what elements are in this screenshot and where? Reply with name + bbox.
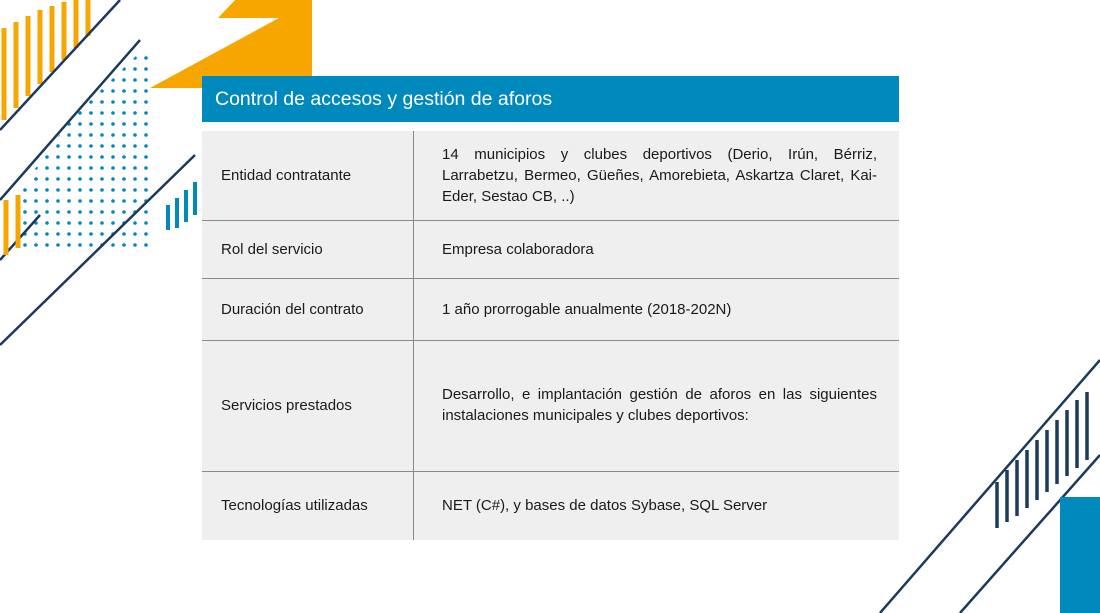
orange-band-shape <box>218 0 312 18</box>
table-row <box>202 471 899 540</box>
row-label: Entidad contratante <box>202 131 414 220</box>
table-row <box>202 220 899 278</box>
orange-stripes <box>4 0 88 120</box>
info-table <box>202 131 899 540</box>
table-row <box>202 131 899 220</box>
table-row <box>202 278 899 340</box>
row-label: Duración del contrato <box>202 278 414 340</box>
row-value: NET (C#), y bases de datos Sybase, SQL Server <box>414 471 900 540</box>
slide-title <box>202 76 899 122</box>
blue-stripes-left <box>168 182 195 230</box>
row-value <box>414 340 900 471</box>
row-value <box>414 131 900 220</box>
row-label: Rol del servicio <box>202 220 414 278</box>
row-label: Servicios prestados <box>202 340 414 471</box>
table-row <box>202 340 899 471</box>
row-value-text: 14 municipios y clubes deportivos (Derio, Irún, Bérriz, Larrabetzu, Bermeo, Güeñes, Amorebieta, Askartza Claret, Kai-Eder, Sestao CB, ..) <box>442 145 877 205</box>
row-label: Tecnologías utilizadas <box>202 471 414 540</box>
slide-title-text: Control de accesos y gestión de aforos <box>215 87 553 110</box>
row-value: 1 año prorrogable anualmente (2018-202N) <box>414 278 900 340</box>
row-value: Empresa colaboradora <box>414 220 900 278</box>
row-value-text: Desarrollo, e implantación gestión de aforos en las siguientes instalaciones municipales y clubes deportivos: <box>442 385 877 424</box>
dot-pattern <box>0 40 160 260</box>
blue-block-shape <box>1060 497 1100 613</box>
